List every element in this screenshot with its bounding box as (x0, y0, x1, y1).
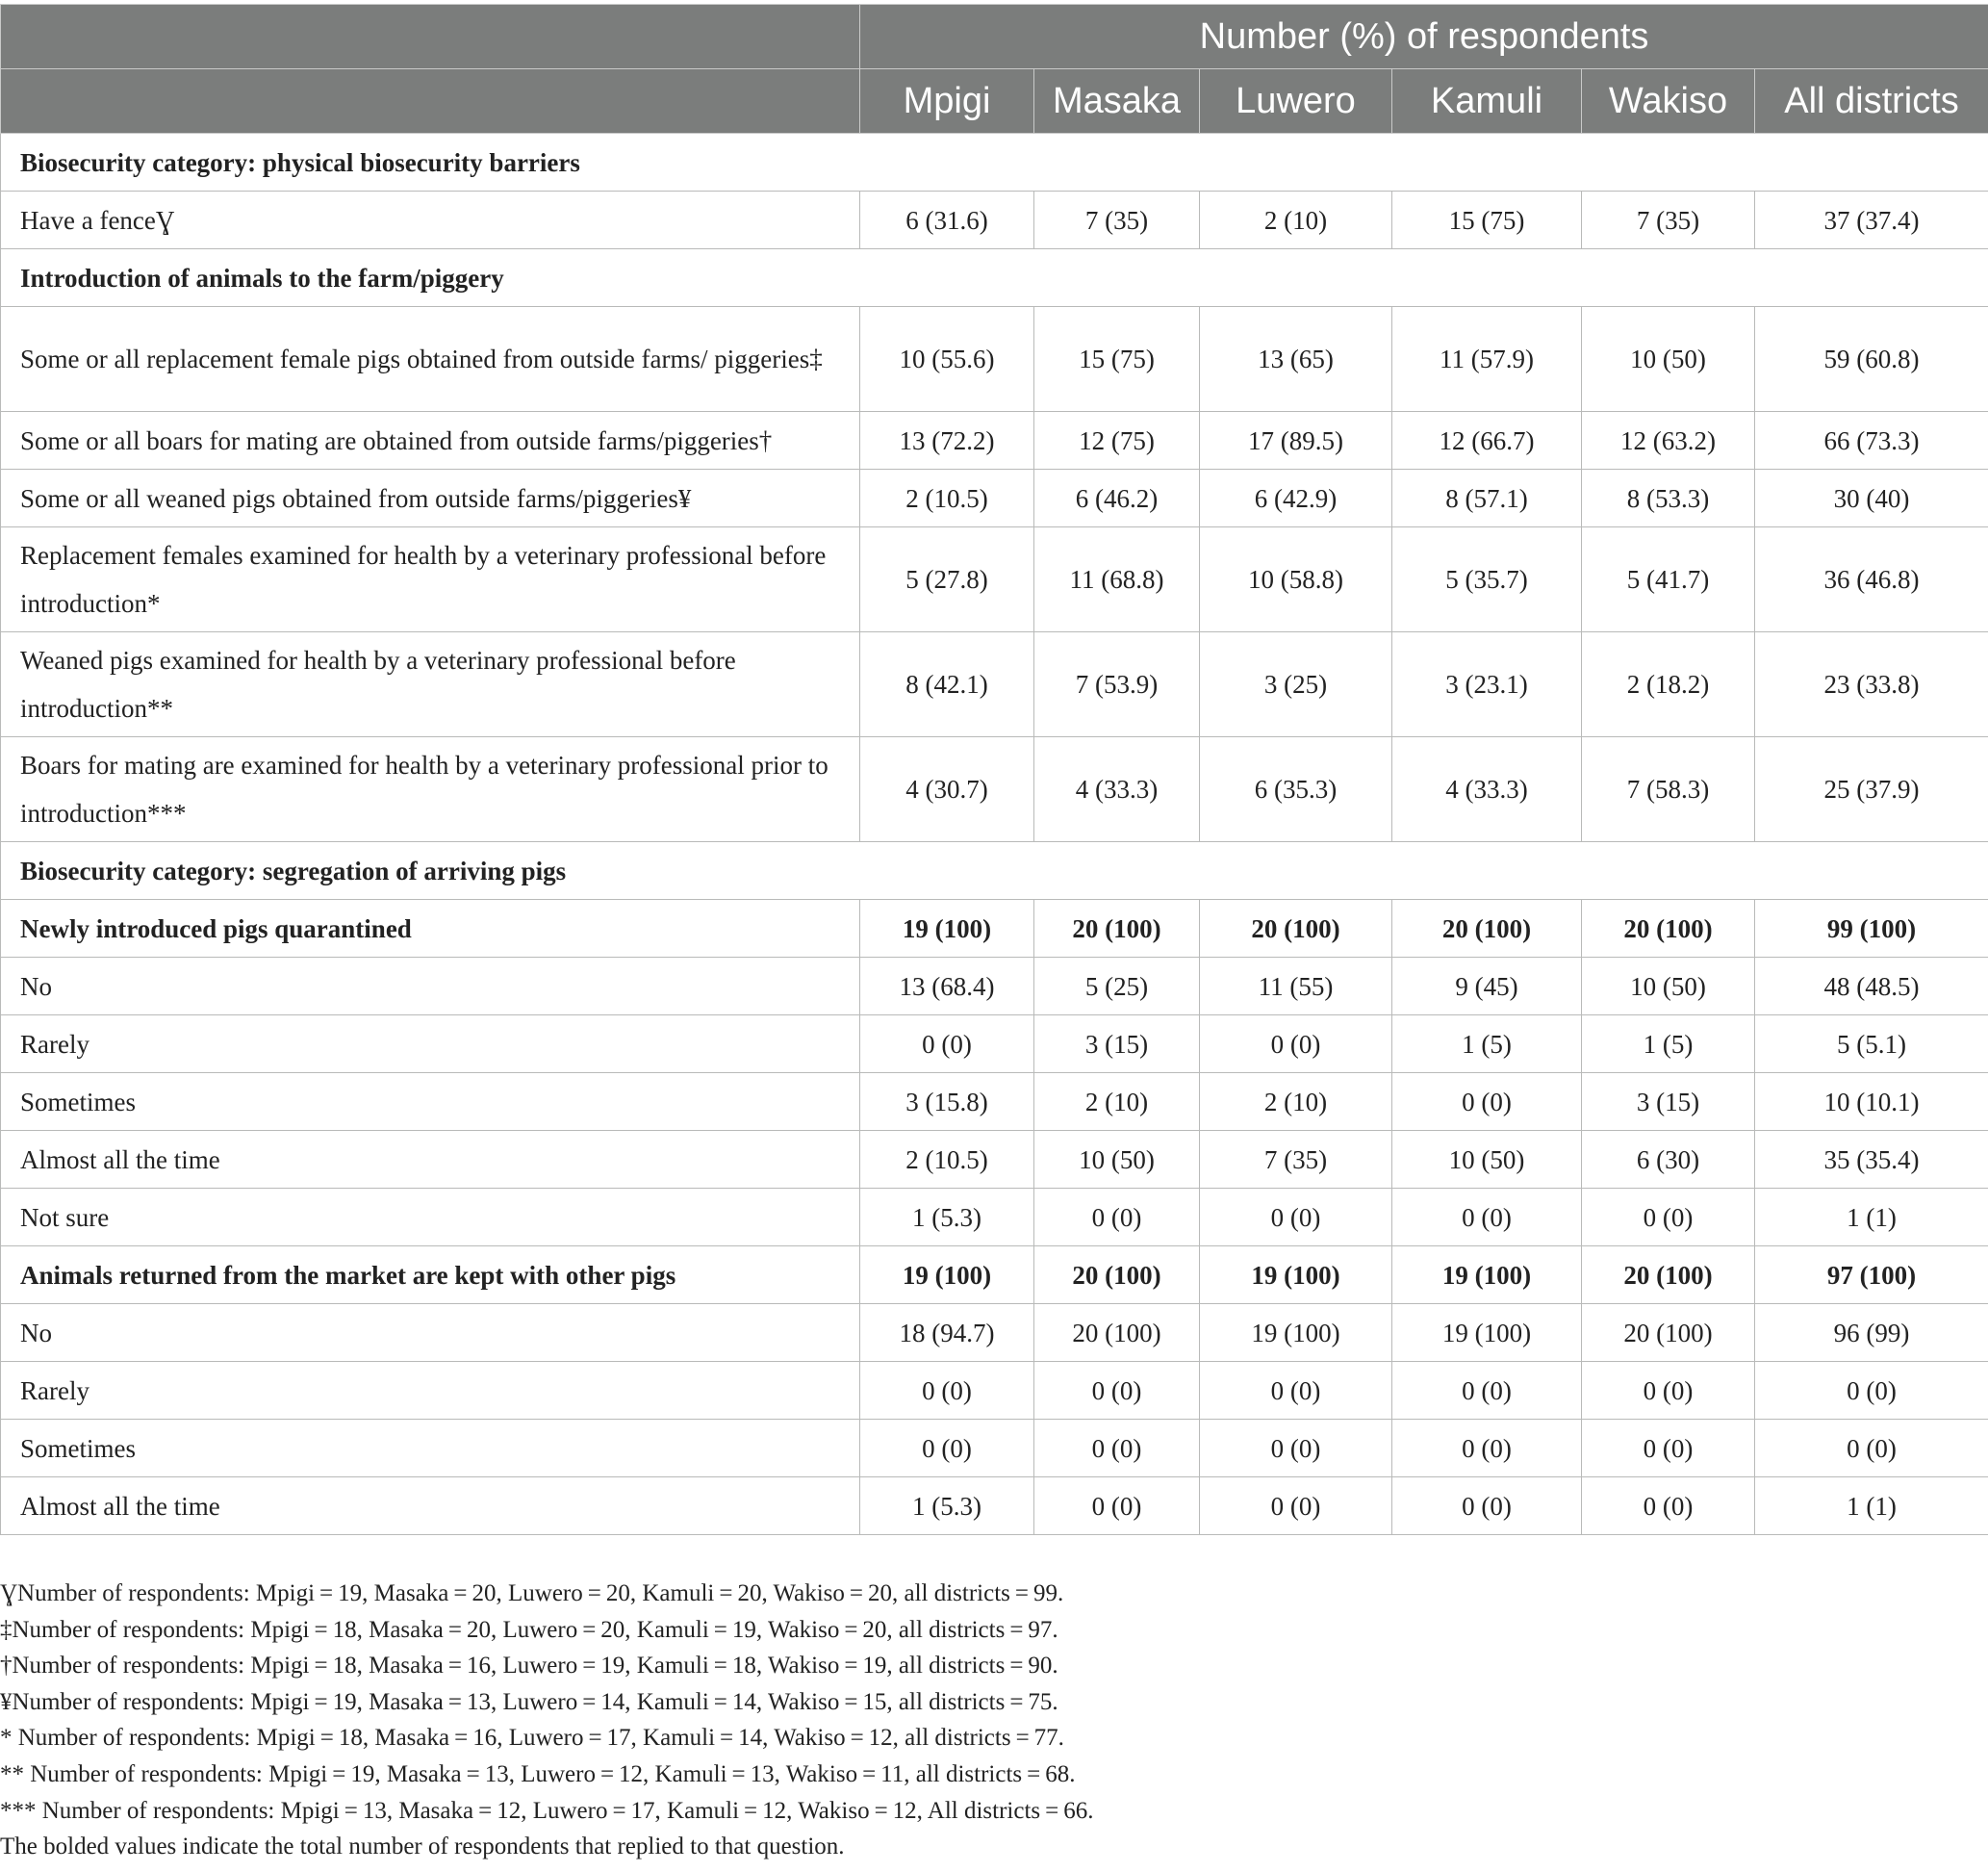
value-cell: 20 (100) (1034, 900, 1200, 958)
value-cell: 0 (0) (1200, 1477, 1392, 1535)
section-heading: Introduction of animals to the farm/piggery (1, 249, 1988, 307)
value-cell: 15 (75) (1392, 192, 1582, 249)
value-cell: 18 (94.7) (860, 1304, 1034, 1362)
value-cell: 13 (65) (1200, 307, 1392, 412)
value-cell: 0 (0) (860, 1015, 1034, 1073)
value-cell: 0 (0) (1392, 1189, 1582, 1246)
value-cell: 59 (60.8) (1755, 307, 1988, 412)
value-cell: 10 (50) (1582, 958, 1755, 1015)
value-cell: 0 (0) (1034, 1362, 1200, 1420)
value-cell: 3 (15) (1034, 1015, 1200, 1073)
value-cell: 19 (100) (860, 900, 1034, 958)
value-cell: 0 (0) (1582, 1477, 1755, 1535)
value-cell: 2 (10.5) (860, 470, 1034, 527)
value-cell: 10 (55.6) (860, 307, 1034, 412)
footnote: ‡Number of respondents: Mpigi = 18, Masaka = 20, Luwero = 20, Kamuli = 19, Wakiso = 20, all districts = 97. (0, 1616, 1058, 1643)
value-cell: 20 (100) (1582, 1304, 1755, 1362)
table-row (1, 1304, 1988, 1362)
value-cell: 2 (10) (1200, 192, 1392, 249)
value-cell: 20 (100) (1392, 900, 1582, 958)
value-cell: 1 (5) (1582, 1015, 1755, 1073)
value-cell: 13 (72.2) (860, 412, 1034, 470)
value-cell: 0 (0) (1582, 1362, 1755, 1420)
value-cell: 0 (0) (1034, 1420, 1200, 1477)
table-row (1, 1420, 1988, 1477)
value-cell: 5 (41.7) (1582, 527, 1755, 632)
value-cell: 19 (100) (860, 1246, 1034, 1304)
row-label: Almost all the time (1, 1131, 860, 1189)
value-cell: 1 (5.3) (860, 1189, 1034, 1246)
table-header (1, 5, 1988, 134)
value-cell: 3 (15) (1582, 1073, 1755, 1131)
table-row (1, 632, 1988, 737)
row-label: Animals returned from the market are kept with other pigs (1, 1246, 860, 1304)
value-cell: 0 (0) (860, 1420, 1034, 1477)
value-cell: 20 (100) (1034, 1304, 1200, 1362)
section-heading: Biosecurity category: physical biosecurity barriers (1, 134, 1988, 192)
value-cell: 11 (68.8) (1034, 527, 1200, 632)
table-row (1, 1189, 1988, 1246)
section-row (1, 134, 1988, 192)
value-cell: 3 (15.8) (860, 1073, 1034, 1131)
value-cell: 8 (42.1) (860, 632, 1034, 737)
footnote: ** Number of respondents: Mpigi = 19, Masaka = 13, Luwero = 12, Kamuli = 13, Wakiso = 11, all districts = 68. (0, 1760, 1076, 1787)
value-cell: 35 (35.4) (1755, 1131, 1988, 1189)
value-cell: 7 (35) (1034, 192, 1200, 249)
value-cell: 12 (75) (1034, 412, 1200, 470)
value-cell: 4 (30.7) (860, 737, 1034, 842)
row-label: Boars for mating are examined for health by a veterinary professional prior to introduction*** (1, 737, 860, 842)
column-header-mpigi: Mpigi (860, 69, 1034, 134)
row-label: Replacement females examined for health by a veterinary professional before introduction* (1, 527, 860, 632)
column-header-all-districts: All districts (1755, 69, 1988, 134)
row-label: Have a fenceƔ (1, 192, 860, 249)
value-cell: 12 (63.2) (1582, 412, 1755, 470)
row-label: Sometimes (1, 1073, 860, 1131)
biosecurity-table (0, 4, 1988, 1535)
value-cell: 4 (33.3) (1392, 737, 1582, 842)
value-cell: 19 (100) (1392, 1246, 1582, 1304)
value-cell: 37 (37.4) (1755, 192, 1988, 249)
row-label: Newly introduced pigs quarantined (1, 900, 860, 958)
value-cell: 0 (0) (860, 1362, 1034, 1420)
value-cell: 6 (30) (1582, 1131, 1755, 1189)
table-row (1, 470, 1988, 527)
value-cell: 19 (100) (1392, 1304, 1582, 1362)
value-cell: 0 (0) (1582, 1420, 1755, 1477)
column-header-luwero: Luwero (1200, 69, 1392, 134)
footnote: * Number of respondents: Mpigi = 18, Masaka = 16, Luwero = 17, Kamuli = 14, Wakiso = 12, all districts = 77. (0, 1725, 1064, 1752)
header-row-columns (1, 69, 1988, 134)
value-cell: 0 (0) (1392, 1477, 1582, 1535)
value-cell: 19 (100) (1200, 1246, 1392, 1304)
footnote: ƔNumber of respondents: Mpigi = 19, Masaka = 20, Luwero = 20, Kamuli = 20, Wakiso = 20, all districts = 99. (0, 1580, 1064, 1606)
value-cell: 13 (68.4) (860, 958, 1034, 1015)
row-label: Not sure (1, 1189, 860, 1246)
table-row (1, 1477, 1988, 1535)
value-cell: 20 (100) (1200, 900, 1392, 958)
footnote: *** Number of respondents: Mpigi = 13, Masaka = 12, Luwero = 17, Kamuli = 12, Wakiso = 12, All districts = 66. (0, 1797, 1094, 1824)
header-group-title: Number (%) of respondents (860, 5, 1988, 69)
table-row (1, 527, 1988, 632)
value-cell: 0 (0) (1034, 1189, 1200, 1246)
value-cell: 0 (0) (1200, 1189, 1392, 1246)
value-cell: 6 (35.3) (1200, 737, 1392, 842)
value-cell: 6 (31.6) (860, 192, 1034, 249)
value-cell: 7 (35) (1200, 1131, 1392, 1189)
section-row (1, 842, 1988, 900)
value-cell: 0 (0) (1755, 1362, 1988, 1420)
value-cell: 1 (5.3) (860, 1477, 1034, 1535)
row-label: Weaned pigs examined for health by a veterinary professional before introduction** (1, 632, 860, 737)
value-cell: 0 (0) (1034, 1477, 1200, 1535)
value-cell: 7 (58.3) (1582, 737, 1755, 842)
value-cell: 9 (45) (1392, 958, 1582, 1015)
row-label: Rarely (1, 1015, 860, 1073)
value-cell: 20 (100) (1034, 1246, 1200, 1304)
column-header-kamuli: Kamuli (1392, 69, 1582, 134)
table-row (1, 900, 1988, 958)
section-heading: Biosecurity category: segregation of arriving pigs (1, 842, 1988, 900)
value-cell: 5 (25) (1034, 958, 1200, 1015)
value-cell: 2 (10.5) (860, 1131, 1034, 1189)
value-cell: 0 (0) (1392, 1362, 1582, 1420)
value-cell: 4 (33.3) (1034, 737, 1200, 842)
value-cell: 15 (75) (1034, 307, 1200, 412)
table-row (1, 737, 1988, 842)
value-cell: 0 (0) (1755, 1420, 1988, 1477)
row-label: Almost all the time (1, 1477, 860, 1535)
value-cell: 66 (73.3) (1755, 412, 1988, 470)
value-cell: 1 (5) (1392, 1015, 1582, 1073)
column-header-masaka: Masaka (1034, 69, 1200, 134)
value-cell: 5 (27.8) (860, 527, 1034, 632)
value-cell: 0 (0) (1582, 1189, 1755, 1246)
value-cell: 17 (89.5) (1200, 412, 1392, 470)
row-label: Sometimes (1, 1420, 860, 1477)
value-cell: 0 (0) (1200, 1362, 1392, 1420)
value-cell: 2 (10) (1200, 1073, 1392, 1131)
value-cell: 10 (50) (1582, 307, 1755, 412)
value-cell: 30 (40) (1755, 470, 1988, 527)
footnote: The bolded values indicate the total number of respondents that replied to that question. (0, 1834, 845, 1860)
table-row (1, 1246, 1988, 1304)
value-cell: 99 (100) (1755, 900, 1988, 958)
value-cell: 2 (10) (1034, 1073, 1200, 1131)
value-cell: 6 (46.2) (1034, 470, 1200, 527)
column-header-wakiso: Wakiso (1582, 69, 1755, 134)
value-cell: 19 (100) (1200, 1304, 1392, 1362)
value-cell: 7 (53.9) (1034, 632, 1200, 737)
value-cell: 2 (18.2) (1582, 632, 1755, 737)
table-row (1, 412, 1988, 470)
value-cell: 0 (0) (1200, 1015, 1392, 1073)
value-cell: 11 (57.9) (1392, 307, 1582, 412)
value-cell: 8 (57.1) (1392, 470, 1582, 527)
header-blank-cell (1, 69, 860, 134)
value-cell: 11 (55) (1200, 958, 1392, 1015)
value-cell: 10 (50) (1392, 1131, 1582, 1189)
value-cell: 48 (48.5) (1755, 958, 1988, 1015)
value-cell: 20 (100) (1582, 1246, 1755, 1304)
table-row (1, 1131, 1988, 1189)
value-cell: 1 (1) (1755, 1477, 1988, 1535)
header-row-group (1, 5, 1988, 69)
table-footnotes (0, 1576, 1988, 1865)
value-cell: 96 (99) (1755, 1304, 1988, 1362)
header-blank-cell (1, 5, 860, 69)
value-cell: 12 (66.7) (1392, 412, 1582, 470)
value-cell: 10 (10.1) (1755, 1073, 1988, 1131)
value-cell: 0 (0) (1200, 1420, 1392, 1477)
table-row (1, 1015, 1988, 1073)
row-label: Some or all replacement female pigs obtained from outside farms/ piggeries‡ (1, 307, 860, 412)
table-row (1, 192, 1988, 249)
value-cell: 5 (35.7) (1392, 527, 1582, 632)
footnote: ¥Number of respondents: Mpigi = 19, Masaka = 13, Luwero = 14, Kamuli = 14, Wakiso = 15, all districts = 75. (0, 1688, 1058, 1715)
value-cell: 10 (58.8) (1200, 527, 1392, 632)
row-label: No (1, 1304, 860, 1362)
value-cell: 10 (50) (1034, 1131, 1200, 1189)
value-cell: 1 (1) (1755, 1189, 1988, 1246)
value-cell: 6 (42.9) (1200, 470, 1392, 527)
value-cell: 0 (0) (1392, 1420, 1582, 1477)
table-row (1, 1073, 1988, 1131)
value-cell: 5 (5.1) (1755, 1015, 1988, 1073)
value-cell: 23 (33.8) (1755, 632, 1988, 737)
table-row (1, 958, 1988, 1015)
value-cell: 7 (35) (1582, 192, 1755, 249)
row-label: No (1, 958, 860, 1015)
value-cell: 97 (100) (1755, 1246, 1988, 1304)
row-label: Rarely (1, 1362, 860, 1420)
value-cell: 0 (0) (1392, 1073, 1582, 1131)
value-cell: 8 (53.3) (1582, 470, 1755, 527)
value-cell: 3 (23.1) (1392, 632, 1582, 737)
footnote: †Number of respondents: Mpigi = 18, Masaka = 16, Luwero = 19, Kamuli = 18, Wakiso = 19, all districts = 90. (0, 1653, 1058, 1680)
value-cell: 36 (46.8) (1755, 527, 1988, 632)
value-cell: 3 (25) (1200, 632, 1392, 737)
section-row (1, 249, 1988, 307)
value-cell: 25 (37.9) (1755, 737, 1988, 842)
row-label: Some or all weaned pigs obtained from outside farms/piggeries¥ (1, 470, 860, 527)
row-label: Some or all boars for mating are obtained from outside farms/piggeries† (1, 412, 860, 470)
table-row (1, 307, 1988, 412)
table-body (1, 134, 1988, 1535)
table-row (1, 1362, 1988, 1420)
value-cell: 20 (100) (1582, 900, 1755, 958)
